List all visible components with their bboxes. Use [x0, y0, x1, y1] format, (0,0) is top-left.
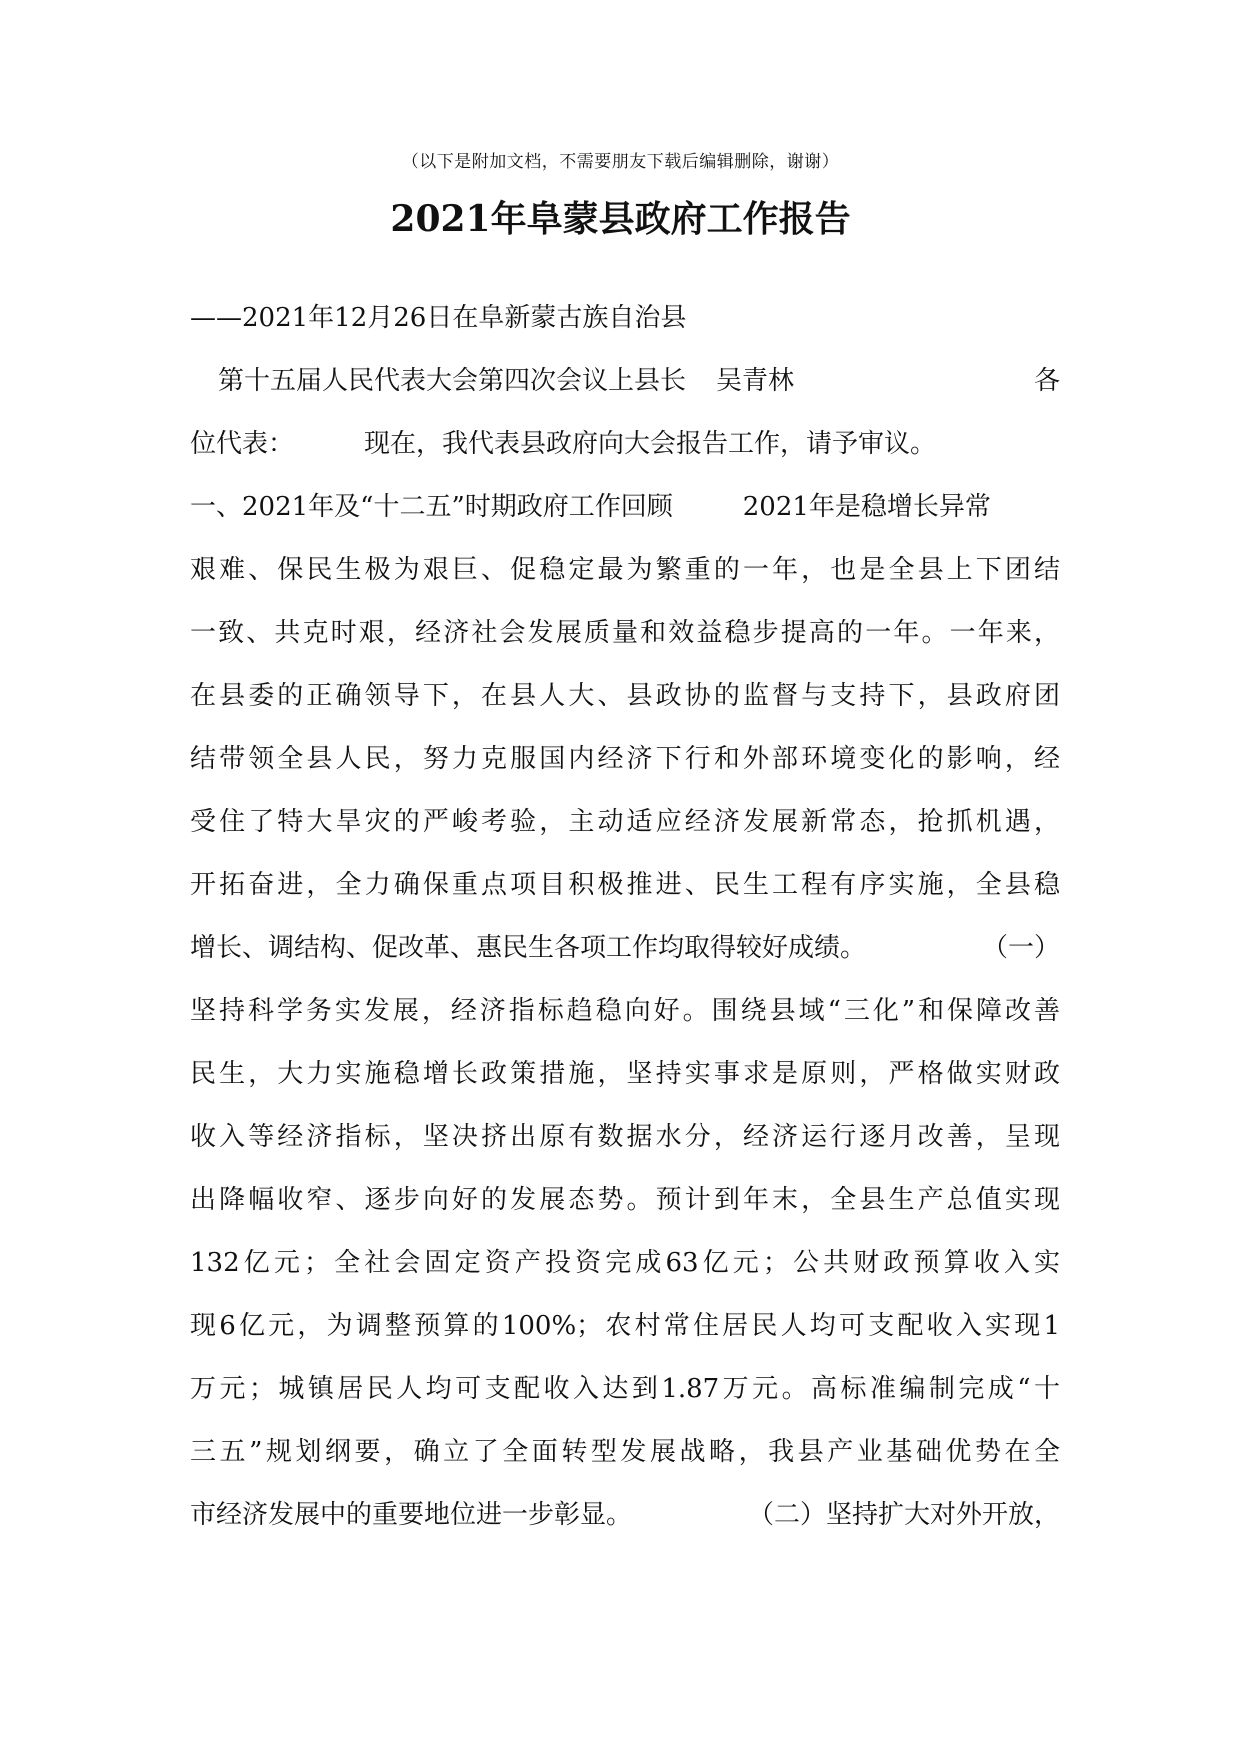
body-line: 132亿元；全社会固定资产投资完成63亿元；公共财政预算收入实 — [190, 1248, 1060, 1278]
body-line: 位代表： 现在，我代表县政府向大会报告工作，请予审议。 — [190, 429, 937, 459]
body-line: 现6亿元，为调整预算的100%；农村常住居民人均可支配收入实现1 — [190, 1311, 1060, 1341]
body-line: 民生，大力实施稳增长政策措施，坚持实事求是原则，严格做实财政 — [190, 1059, 1060, 1089]
body-line: 市经济发展中的重要地位进一步彰显。 （二）坚持扩大对外开放， — [190, 1500, 1060, 1530]
speaker-line: 第十五届人民代表大会第四次会议上县长 吴青林 各 — [218, 366, 1060, 396]
body-line: 增长、调结构、促改革、惠民生各项工作均取得较好成绩。 （一） — [190, 933, 1060, 963]
attachment-note: （以下是附加文档，不需要朋友下载后编辑删除，谢谢） — [401, 152, 840, 172]
subtitle-line: ——2021年12月26日在阜新蒙古族自治县 — [190, 303, 687, 333]
section-heading-line: 一、2021年及“十二五”时期政府工作回顾 2021年是稳增长异常 — [190, 492, 991, 522]
body-line: 万元；城镇居民人均可支配收入达到1.87万元。高标准编制完成“十 — [190, 1374, 1060, 1404]
body-line: 一致、共克时艰，经济社会发展质量和效益稳步提高的一年。一年来， — [190, 618, 1060, 648]
body-line: 坚持科学务实发展，经济指标趋稳向好。围绕县域“三化”和保障改善 — [190, 996, 1060, 1026]
speaker-name: 吴青林 — [716, 366, 795, 396]
body-line: 收入等经济指标，坚决挤出原有数据水分，经济运行逐月改善，呈现 — [190, 1122, 1060, 1152]
body-line: 艰难、保民生极为艰巨、促稳定最为繁重的一年，也是全县上下团结 — [190, 555, 1060, 585]
page-title: 2021年阜蒙县政府工作报告 — [390, 198, 851, 240]
body-line: 出降幅收窄、逐步向好的发展态势。预计到年末，全县生产总值实现 — [190, 1185, 1060, 1215]
body-line: 在县委的正确领导下，在县人大、县政协的监督与支持下，县政府团 — [190, 681, 1060, 711]
body-line: 受住了特大旱灾的严峻考验，主动适应经济发展新常态，抢抓机遇， — [190, 807, 1060, 837]
body-line: 三五”规划纲要，确立了全面转型发展战略，我县产业基础优势在全 — [190, 1437, 1060, 1467]
body-line: 开拓奋进，全力确保重点项目积极推进、民生工程有序实施，全县稳 — [190, 870, 1060, 900]
body-line: 结带领全县人民，努力克服国内经济下行和外部环境变化的影响，经 — [190, 744, 1060, 774]
